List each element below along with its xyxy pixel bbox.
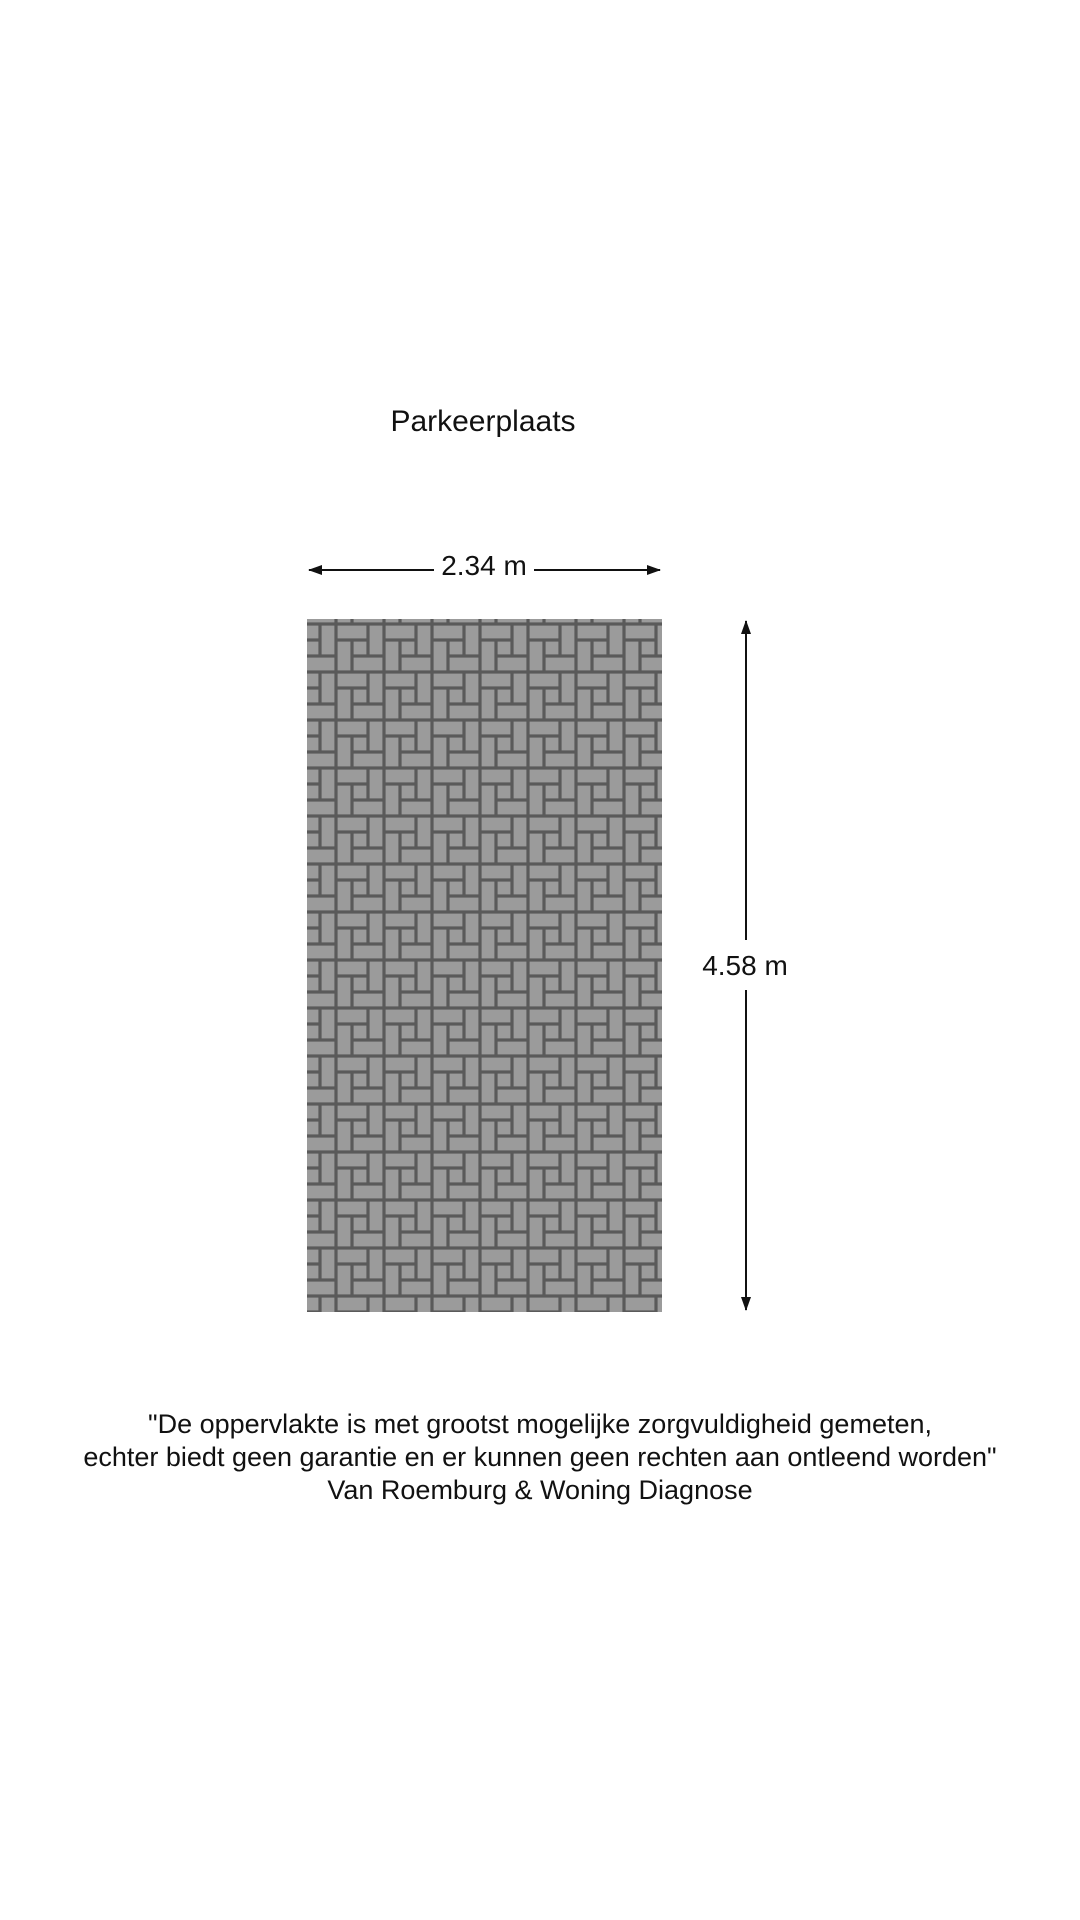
disclaimer-line-3: Van Roemburg & Woning Diagnose	[327, 1475, 753, 1505]
width-dimension-label: 2.34 m	[434, 549, 534, 583]
length-dimension-label: 4.58 m	[702, 950, 788, 981]
room-title: Parkeerplaats	[390, 405, 576, 438]
disclaimer-line-2: echter biedt geen garantie en er kunnen geen rechten aan ontleend worden"	[83, 1442, 997, 1472]
disclaimer	[0, 1408, 1080, 1507]
parking-area	[307, 619, 662, 1312]
disclaimer-line-1: "De oppervlakte is met grootst mogelijke zorgvuldigheid gemeten,	[148, 1409, 932, 1439]
